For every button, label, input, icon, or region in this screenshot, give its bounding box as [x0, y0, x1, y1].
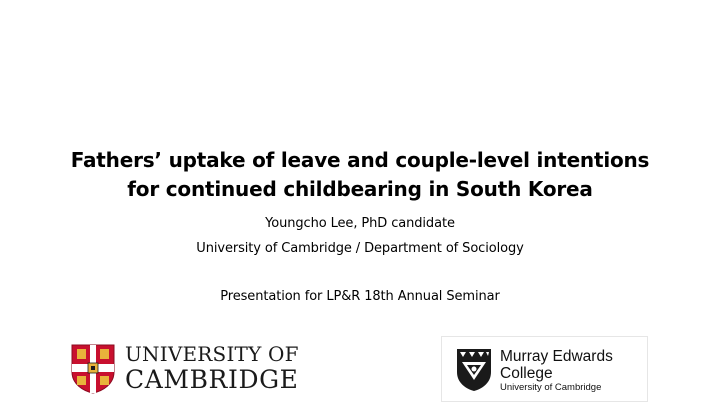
- murray-edwards-crest-icon: [456, 348, 492, 392]
- murray-edwards-wordmark: [500, 348, 613, 394]
- author-line: Youngcho Lee, PhD candidate: [265, 216, 455, 231]
- title-line-2: for continued childbearing in South Korea: [127, 177, 593, 201]
- murray-edwards-logo: [441, 336, 648, 402]
- murray-edwards-line-1: Murray Edwards: [500, 348, 613, 365]
- cambridge-wordmark-line-1: UNIVERSITY OF: [125, 342, 299, 366]
- slide-title: [40, 146, 680, 204]
- title-line-1: Fathers’ uptake of leave and couple-level intentions: [70, 148, 650, 172]
- cambridge-wordmark: [125, 342, 299, 394]
- cambridge-logo: [71, 342, 321, 394]
- affiliation-line: University of Cambridge / Department of Sociology: [196, 241, 524, 256]
- murray-edwards-line-2: College: [500, 365, 553, 382]
- event-line: Presentation for LP&R 18th Annual Seminar: [220, 289, 500, 304]
- murray-edwards-line-3: University of Cambridge: [500, 382, 602, 393]
- cambridge-crest-icon: [71, 344, 115, 394]
- cambridge-wordmark-line-2: CAMBRIDGE: [125, 365, 299, 394]
